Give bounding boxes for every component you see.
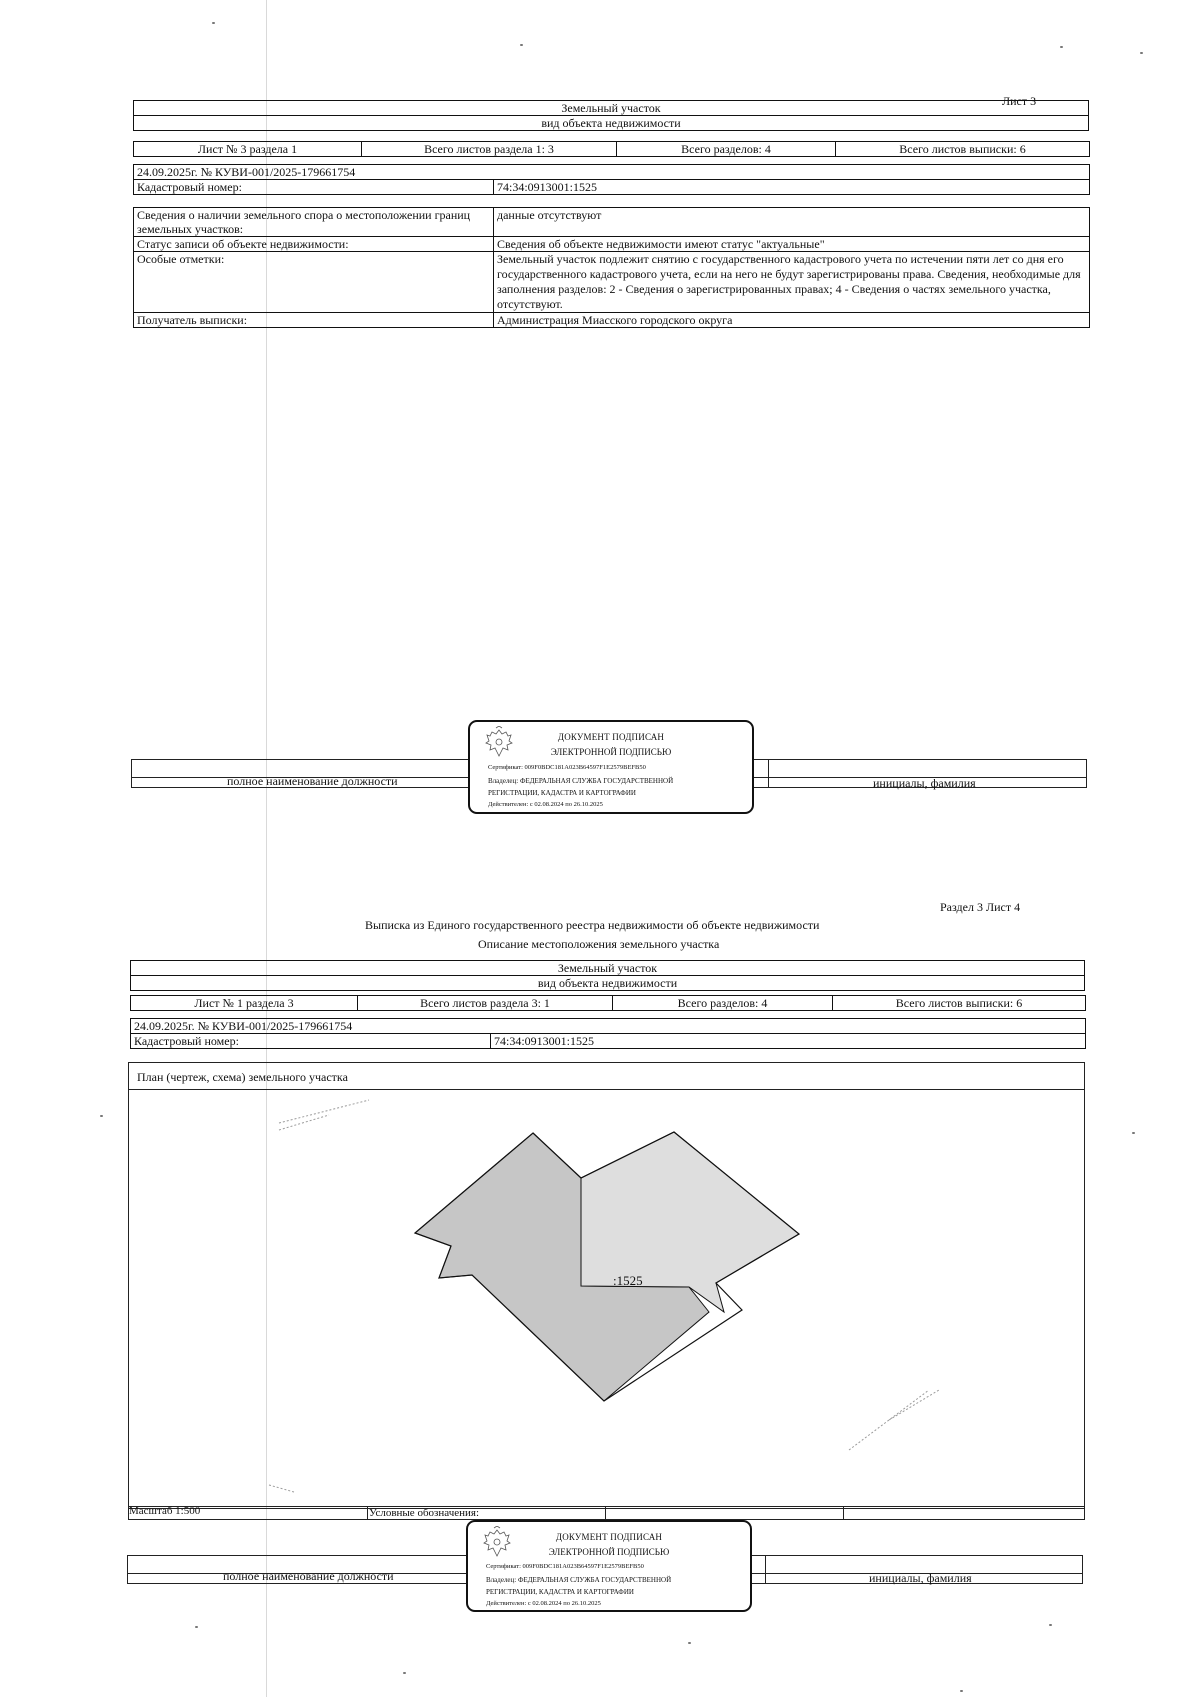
plan-title: План (чертеж, схема) земельного участка (137, 1070, 348, 1084)
total-sheets-extract-2: Всего листов выписки: 6 (833, 996, 1086, 1011)
scan-speck (1060, 46, 1063, 48)
date-cadastral-block (133, 164, 1090, 195)
scan-speck (1140, 52, 1143, 54)
scan-speck (100, 1115, 103, 1117)
scan-speck (520, 44, 523, 46)
e-signature-stamp (468, 720, 754, 814)
scan-speck (403, 1672, 406, 1674)
parcel-plan (129, 1090, 1084, 1508)
stamp-owner-2: РЕГИСТРАЦИИ, КАДАСТРА И КАРТОГРАФИИ (488, 789, 636, 797)
stamp-certificate: Сертификат: 009F0BDC181A023B64597F1E2579BEFB50 (488, 764, 646, 771)
cadastral-label-2: Кадастровый номер: (131, 1034, 491, 1049)
land-dispute-label: Сведения о наличии земельного спора о местоположении границ земельных участков: (134, 208, 494, 237)
scale-divider-1 (367, 1506, 368, 1519)
object-type-caption: вид объекта недвижимости (134, 116, 1089, 131)
scan-speck (195, 1626, 198, 1628)
cadastral-value: 74:34:0913001:1525 (494, 180, 1090, 195)
record-status-value: Сведения об объекте недвижимости имеют статус "актуальные" (494, 237, 1090, 252)
sheet-of-section: Лист № 3 раздела 1 (134, 142, 362, 157)
stamp-validity: Действителен: с 02.08.2024 по 26.10.2025 (488, 801, 603, 808)
stamp-title-2: ЭЛЕКТРОННОЙ ПОДПИСЬЮ (548, 1547, 670, 1557)
sheet-number: Лист 3 (1002, 94, 1037, 108)
stamp-title-1: ДОКУМЕНТ ПОДПИСАН (555, 1532, 663, 1542)
stamp-title-2: ЭЛЕКТРОННОЙ ПОДПИСЬЮ (550, 747, 672, 757)
stamp-owner-1: Владелец: ФЕДЕРАЛЬНАЯ СЛУЖБА ГОСУДАРСТВЕННОЙ (486, 1576, 672, 1584)
scan-speck (1132, 1132, 1135, 1134)
legend-label: Условные обозначения: (369, 1507, 480, 1519)
info-table (133, 207, 1090, 328)
document-title: Выписка из Единого государственного реестра недвижимости об объекте недвижимости (365, 918, 820, 932)
plan-drawing-area (128, 1089, 1085, 1509)
sheet-of-section-2: Лист № 1 раздела 3 (131, 996, 358, 1011)
signature-divider (768, 759, 769, 787)
scan-speck (960, 1690, 963, 1692)
total-sheets-section: Всего листов раздела 1: 3 (362, 142, 617, 157)
stamp-validity: Действителен: с 02.08.2024 по 26.10.2025 (486, 1600, 601, 1607)
date-number: 24.09.2025г. № КУВИ-001/2025-179661754 (134, 165, 1090, 180)
object-type: Земельный участок (134, 101, 1089, 116)
position-caption-2: полное наименование должности (223, 1569, 394, 1583)
e-signature-stamp-2 (466, 1520, 752, 1612)
object-type-header (133, 100, 1089, 131)
name-caption-2: инициалы, фамилия (869, 1571, 972, 1585)
total-sections: Всего разделов: 4 (617, 142, 836, 157)
scale-divider-2 (605, 1506, 606, 1519)
name-caption: инициалы, фамилия (873, 776, 976, 790)
scan-speck (212, 22, 215, 24)
sheet-counts-row (133, 141, 1090, 157)
position-caption: полное наименование должности (227, 774, 398, 788)
total-sheets-extract: Всего листов выписки: 6 (836, 142, 1090, 157)
stamp-owner-1: Владелец: ФЕДЕРАЛЬНАЯ СЛУЖБА ГОСУДАРСТВЕННОЙ (488, 777, 674, 785)
date-cadastral-block-2 (130, 1018, 1086, 1049)
object-type-header-2 (130, 960, 1085, 991)
cadastral-label: Кадастровый номер: (134, 180, 494, 195)
scale-legend-row (128, 1506, 1085, 1520)
scan-speck (1049, 1624, 1052, 1626)
document-subtitle: Описание местоположения земельного участка (478, 937, 720, 951)
scan-speck (688, 1642, 691, 1644)
sheet-counts-row-2 (130, 995, 1086, 1011)
object-type-2: Земельный участок (131, 961, 1085, 976)
stamp-certificate: Сертификат: 009F0BDC181A023B64597F1E2579BEFB50 (486, 1563, 644, 1570)
stamp-title-1: ДОКУМЕНТ ПОДПИСАН (557, 732, 665, 742)
special-notes-value: Земельный участок подлежит снятию с государственного кадастрового учета по истечении пяти лет со дня его государственного кадастрового учета, если на него не будут зарегистрированы права. Сведения, необходимые для заполнения разделов: 2 - Сведения о зарегистрированных правах; 4 - Сведения о частях земельного участка, отсутствуют. (494, 252, 1090, 313)
scale-divider-3 (843, 1506, 844, 1519)
total-sections-2: Всего разделов: 4 (613, 996, 833, 1011)
stamp-owner-2: РЕГИСТРАЦИИ, КАДАСТРА И КАРТОГРАФИИ (486, 1588, 634, 1596)
signature-divider-2 (765, 1555, 766, 1583)
parcel-label: :1525 (613, 1273, 643, 1288)
date-number-2: 24.09.2025г. № КУВИ-001/2025-179661754 (131, 1019, 1086, 1034)
recipient-value: Администрация Миасского городского округа (494, 313, 1090, 328)
object-type-caption-2: вид объекта недвижимости (131, 976, 1085, 991)
record-status-label: Статус записи об объекте недвижимости: (134, 237, 494, 252)
section-sheet-number: Раздел 3 Лист 4 (940, 900, 1021, 914)
cadastral-value-2: 74:34:0913001:1525 (491, 1034, 1086, 1049)
special-notes-label: Особые отметки: (134, 252, 494, 313)
land-dispute-value: данные отсутствуют (494, 208, 1090, 237)
total-sheets-section-2: Всего листов раздела 3: 1 (358, 996, 613, 1011)
scale-label: Масштаб 1:500 (129, 1505, 201, 1517)
plan-title-row (128, 1062, 1085, 1090)
recipient-label: Получатель выписки: (134, 313, 494, 328)
